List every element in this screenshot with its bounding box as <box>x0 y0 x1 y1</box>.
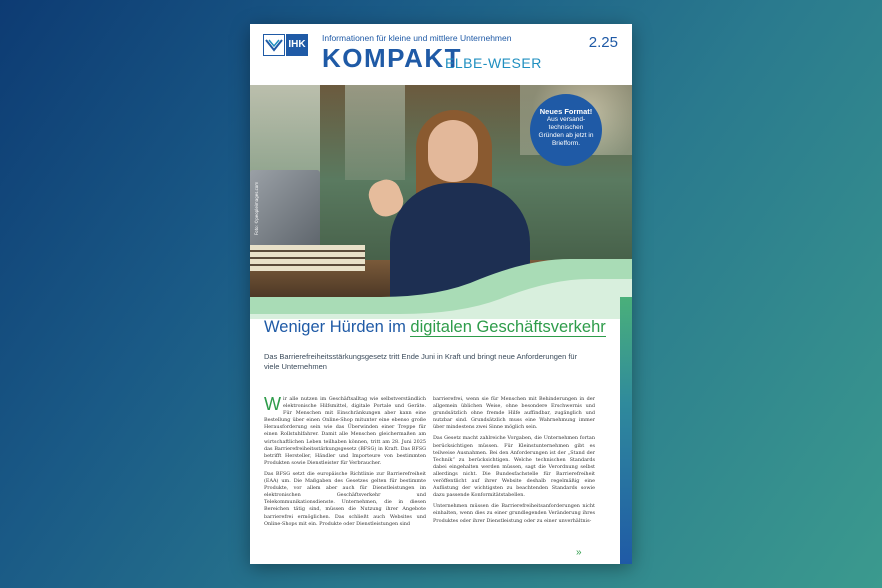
ihk-emblem-icon <box>263 34 285 56</box>
dropcap: W <box>264 394 281 414</box>
badge-title: Neues Format! <box>539 107 593 116</box>
tagline: Informationen für kleine und mittlere Unternehmen <box>322 33 512 43</box>
masthead <box>250 24 632 85</box>
paragraph: barrierefrei, wenn sie für Menschen mit Behinderungen in der allgemein üblichen Weise, ohne besondere Erschwernis und grundsätzlich ohne fremde Hilfe auffindbar, zugänglich und nutzbar sind. Grundsätzlich muss eine Wahrnehmung immer über mindestens zwei Sinne möglich sein. <box>433 396 595 431</box>
ihk-logo-text: IHK <box>286 34 308 56</box>
article-subtitle: Das Barrierefreiheitsstärkungsgesetz tritt Ende Juni in Kraft und bringt neue Anforderungen für viele Unternehmen <box>264 352 578 371</box>
paragraph: Das BFSG setzt die europäische Richtlinie zur Barrierefreiheit (EAA) um. Die Maßgaben des Gesetzes gelten für bestimmte Produkte, vor allem aber auch für Dienstleistungen im elektronischen Geschäftsverkehr und Telekommunikationsdienste. Unternehmen, die in diesen Bereichen tätig sind, müssen die Nutzung ihrer Angebote barrierefrei ermöglichen. Das schließt auch Websites und Online-Shops mit ein. Produkte oder Dienstleistungen sind <box>264 470 426 527</box>
region-title: ELBE-WESER <box>445 55 542 71</box>
photo-credit: Foto: ©peopleimages.com <box>254 181 259 235</box>
article-headline <box>264 318 606 337</box>
headline-part-2: digitalen Geschäftsverkehr <box>410 318 606 336</box>
article-column-2 <box>433 396 595 529</box>
headline-part-1: Weniger Hürden im <box>264 318 411 336</box>
brand-title: KOMPAKT <box>322 43 463 73</box>
side-accent-bar <box>620 297 632 564</box>
continue-arrow-icon: » <box>576 547 582 558</box>
paragraph: Unternehmen müssen die Barrierefreiheitsanforderungen nicht einhalten, wenn dies zu einer grundlegenden Veränderung ihres Produktes oder ihrer Dienstleistung oder zu einer unverhältnis- <box>433 503 595 524</box>
magazine-cover <box>250 24 632 564</box>
new-format-badge <box>530 94 602 166</box>
article-column-1 <box>264 396 426 532</box>
paragraph: Das Gesetz macht zahlreiche Vorgaben, die Unternehmen fortan berücksichtigen müssen. Für Kleinstunternehmen gibt es teilweise Ausnahmen. Bei den Anforderungen ist der „Stand der Technik“ zu berücksichtigen. Welche technischen Standards dabei eingehalten werden müssen, sagt die Verordnung selbst allerdings nicht. Die Bundesfachstelle für Barrierefreiheit veröffentlicht auf ihrer Website deshalb regelmäßig eine Auflistung der wichtigsten zu beachtenden Standards sowie dazu passende Konformitätstabellen. <box>433 435 595 499</box>
issue-number: 2.25 <box>588 34 618 51</box>
laptop-image <box>250 170 320 248</box>
paragraph: Wir alle nutzen im Geschäftsalltag wie selbstverständlich elektronische Hilfsmittel, digitale Portale und Geräte. Für Menschen mit Einschränkungen aber kann eine Bestellung über einen Online-Shop mitunter eine ebenso große Herausforderung sein wie das Überwinden einer Treppe für einen Rollstuhlfahrer. Damit alle Menschen gleichermaßen am wirtschaftlichen Leben teilhaben können, tritt am 28. Juni 2025 das Barrierefreiheitsstärkungsgesetz (BFSG) in Kraft. Das BFSG betrifft Hersteller, Händler und Importeure von bestimmten Produkten sowie Dienstleister für Verbraucher. <box>264 394 426 466</box>
ihk-logo <box>263 34 307 56</box>
badge-text: Aus versand-technischen Gründen ab jetzt in Briefform. <box>538 116 594 147</box>
